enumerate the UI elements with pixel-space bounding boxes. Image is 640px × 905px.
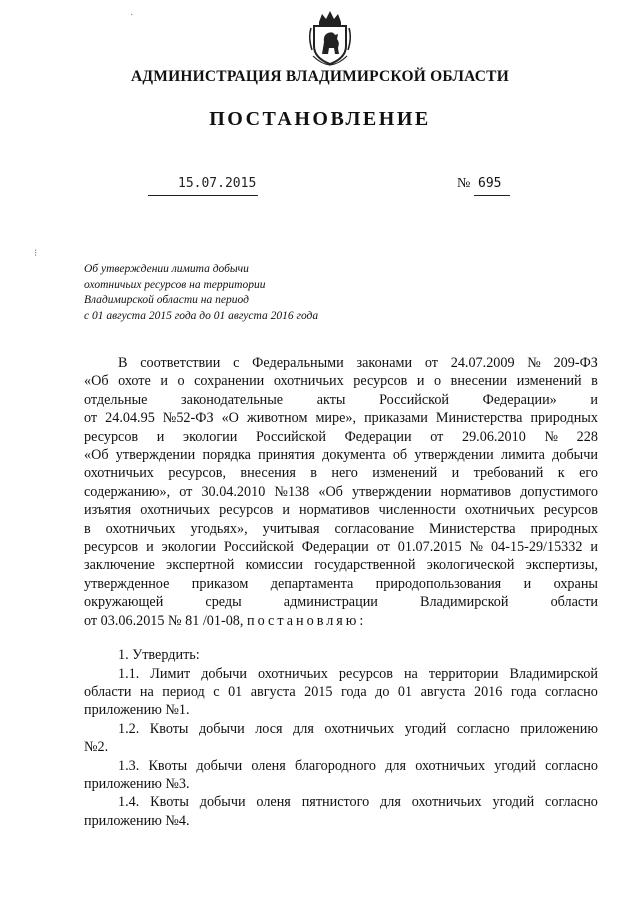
word: охотничьих [84, 465, 154, 482]
word: экспертной [166, 557, 235, 574]
preamble-line [84, 556, 598, 574]
word: утверждении [352, 483, 432, 500]
word: об [392, 447, 408, 464]
word: Квоты [149, 720, 189, 737]
word: 1.1. [118, 665, 140, 682]
item-1-3-line [84, 775, 598, 793]
word: охотничьих [273, 373, 344, 390]
item-1-4-line [84, 812, 598, 830]
word: от [376, 539, 390, 556]
word: и [416, 373, 425, 390]
word: изменений [516, 373, 582, 390]
word: Российской [379, 391, 450, 408]
scan-mark: · [130, 10, 134, 21]
word: добычи [552, 447, 598, 464]
preamble-line [84, 428, 598, 446]
word: Владимирской [509, 665, 598, 682]
word: содержанию», [84, 483, 171, 500]
preamble-line [84, 520, 598, 538]
word: утвержденное [84, 575, 170, 592]
word: ресурсов [84, 539, 139, 556]
subject-line: с 01 августа 2015 года до 01 августа 2016 года [84, 309, 319, 322]
word: охотничьих [140, 502, 211, 519]
subject-line: Владимирской области на период [84, 294, 249, 306]
word: добычи [201, 665, 248, 682]
word: ресурсов [543, 502, 598, 519]
word: добычи [199, 794, 246, 811]
preamble-line [84, 501, 598, 519]
item-1-1-line [84, 665, 598, 683]
preamble-line [84, 538, 598, 556]
word: Квоты [148, 757, 188, 774]
word: среды [205, 594, 242, 611]
word: пятнистого [301, 794, 370, 811]
preamble-line [84, 612, 598, 630]
word: требований [473, 465, 544, 482]
word: от [430, 428, 444, 445]
word: года [510, 683, 537, 700]
word: угодьях», [190, 520, 248, 537]
word: экологии [161, 539, 216, 556]
word: для [385, 757, 407, 774]
word: согласно [544, 683, 598, 700]
word: в [591, 373, 598, 390]
word: оленя [251, 757, 286, 774]
word: Федерации [301, 539, 369, 556]
word: угодий [404, 720, 447, 737]
word: «Об [318, 483, 343, 500]
word: 228 [576, 428, 598, 445]
word: охотничьих [324, 720, 395, 737]
preamble-line [84, 575, 598, 593]
word: нормативов [440, 483, 512, 500]
item-1-3-end: приложению №3. [84, 775, 190, 792]
word: экспертизы, [525, 557, 598, 574]
word: о [434, 373, 442, 390]
word: с [213, 683, 220, 700]
word: и [160, 373, 168, 390]
word: 209-ФЗ [553, 355, 598, 371]
word: на [403, 665, 418, 682]
word: 2016 [473, 683, 503, 700]
word: изменений [372, 465, 438, 482]
word: охраны [553, 575, 598, 592]
preamble-line [84, 391, 598, 409]
word: на [139, 683, 154, 700]
document-date: 15.07.2015 [178, 176, 257, 191]
word: с [233, 355, 240, 371]
word: природных [530, 520, 598, 537]
word: №52-ФЗ [162, 410, 214, 427]
word: него [331, 465, 358, 482]
coat-of-arms-emblem [307, 8, 353, 66]
word: принятия [258, 447, 315, 464]
word: Федерации» [482, 391, 557, 408]
word: 01 [228, 683, 243, 700]
word: природопользования [375, 575, 502, 592]
word: сохранении [194, 373, 265, 390]
word: о [177, 373, 185, 390]
item-1-heading [84, 646, 598, 664]
word: и [590, 539, 598, 556]
word: 01 [397, 683, 413, 700]
word: «Об [84, 447, 109, 464]
word: согласно [545, 757, 598, 774]
resolution-keyword: постановляю: [247, 612, 367, 629]
word: в [84, 520, 91, 537]
word: № [527, 355, 541, 371]
word: мире», [315, 410, 357, 427]
preamble-line [84, 354, 598, 372]
organization-title: АДМИНИСТРАЦИЯ ВЛАДИМИРСКОЙ ОБЛАСТИ [131, 68, 509, 85]
word: администрации [283, 594, 378, 611]
word: и [451, 465, 460, 482]
word: законами [356, 355, 413, 371]
subject-line: Об утверждении лимита добычи [84, 263, 249, 275]
word: документа [322, 447, 386, 464]
word: ресурсов [84, 428, 139, 445]
word: В [118, 355, 128, 371]
word: добычи [198, 720, 245, 737]
word: 01.07.2015 [397, 539, 462, 556]
word: заключение [84, 557, 155, 574]
word: от [84, 410, 98, 427]
word: добычи [196, 757, 243, 774]
word: порядка [202, 447, 251, 464]
word: угодий [494, 757, 536, 774]
word: законодательные [181, 391, 284, 408]
word: согласно [456, 720, 510, 737]
word: для [380, 794, 401, 811]
word: 1.2. [118, 720, 140, 737]
document-body [84, 354, 598, 830]
word: территории [428, 665, 499, 682]
word: природных [530, 410, 598, 427]
word: его [579, 465, 598, 482]
word: приказами [364, 410, 428, 427]
item-1-4-line [84, 793, 598, 811]
item-1-1-end: приложению №1. [84, 702, 190, 719]
word: Министерства [435, 410, 523, 427]
word: от [424, 355, 438, 371]
word: «О [221, 410, 239, 427]
word: августа [250, 683, 296, 700]
word: августа [420, 683, 466, 700]
word: для [293, 720, 314, 737]
word: внесения [240, 465, 296, 482]
word: к [557, 465, 565, 482]
word: Российской [223, 539, 294, 556]
word: и [590, 391, 598, 408]
word: соответствии [140, 355, 221, 371]
word: охотничьих [257, 665, 328, 682]
item-1-1-line [84, 683, 598, 701]
word: согласно [545, 794, 598, 811]
word: учитывая [262, 520, 320, 537]
word: ресурсов [219, 502, 274, 519]
word: утверждении [115, 447, 196, 464]
word: Российской [256, 428, 326, 445]
word: отдельные [84, 391, 148, 408]
word: согласование [334, 520, 414, 537]
word: лося [255, 720, 283, 737]
preamble-line [84, 593, 598, 611]
word: в [310, 465, 317, 482]
word: комиссии [245, 557, 304, 574]
word: 24.04.95 [105, 410, 155, 427]
number-label: № [457, 176, 471, 191]
word: приложению [520, 720, 598, 737]
word: ресурсов [338, 665, 393, 682]
preamble-final-text: от 03.06.2015 № 81 /01-08, [84, 612, 247, 629]
word: ресурсов, [168, 465, 226, 482]
word: «Об [84, 373, 109, 390]
word: от [179, 483, 193, 500]
word: 1.3. [118, 757, 140, 774]
item-1-text: 1. Утвердить: [118, 647, 200, 664]
word: экологии [183, 428, 238, 445]
word: численности [378, 502, 456, 519]
word: акты [316, 391, 346, 408]
word: № [544, 428, 559, 445]
word: области [84, 683, 132, 700]
item-1-4-end: приложению №4. [84, 812, 190, 829]
preamble-line [84, 483, 598, 501]
word: охотничьих [464, 502, 535, 519]
word: оленя [256, 794, 291, 811]
word: животном [246, 410, 308, 427]
preamble-line [84, 409, 598, 427]
word: № [469, 539, 484, 556]
word: области [550, 594, 598, 611]
word: изъятия [84, 502, 132, 519]
word: ресурсов [353, 373, 408, 390]
document-type-title: ПОСТАНОВЛЕНИЕ [209, 108, 431, 130]
word: внесении [450, 373, 508, 390]
document-number: 695 [478, 176, 502, 191]
item-1-3-line [84, 757, 598, 775]
word: и [156, 428, 165, 445]
word: нормативов [299, 502, 370, 519]
word: Федерации [344, 428, 412, 445]
item-1-2-line [84, 720, 598, 738]
word: Федеральными [252, 355, 344, 371]
word: и [146, 539, 154, 556]
word: охотничьих [415, 757, 486, 774]
word: 04-15-29/15332 [491, 539, 583, 556]
word: и [523, 575, 532, 592]
word: допустимого [520, 483, 598, 500]
word: благородного [294, 757, 376, 774]
word: Министерства [428, 520, 516, 537]
word: года [340, 683, 367, 700]
word: и [282, 502, 290, 519]
word: 29.06.2010 [461, 428, 526, 445]
word: Лимит [150, 665, 191, 682]
word: экологической [426, 557, 515, 574]
preamble-line [84, 372, 598, 390]
word: до [375, 683, 390, 700]
word: охоте [118, 373, 151, 390]
scan-mark: ⁝ [34, 248, 38, 259]
item-1-2-line [84, 738, 598, 756]
word: 1.4. [118, 794, 140, 811]
word: утверждении [414, 447, 494, 464]
word: 2015 [304, 683, 333, 700]
item-1-2-end: №2. [84, 739, 109, 756]
word: период [162, 683, 205, 700]
word: 24.07.2009 [450, 355, 515, 371]
word: департамента [270, 575, 354, 592]
preamble-line [84, 464, 598, 482]
item-1-1-line [84, 701, 598, 719]
word: лимита [501, 447, 545, 464]
word: угодий [492, 794, 535, 811]
word: окружающей [84, 594, 164, 611]
word: Квоты [150, 794, 189, 811]
word: Владимирской [419, 594, 509, 611]
word: охотничьих [411, 794, 482, 811]
word: №138 [274, 483, 310, 500]
word: государственной [314, 557, 416, 574]
word: охотничьих [105, 520, 176, 537]
word: 30.04.2010 [201, 483, 266, 500]
document-subject [84, 262, 384, 324]
subject-line: охотничьих ресурсов на территории [84, 278, 266, 291]
word: приказом [191, 575, 249, 592]
preamble-line [84, 446, 598, 464]
